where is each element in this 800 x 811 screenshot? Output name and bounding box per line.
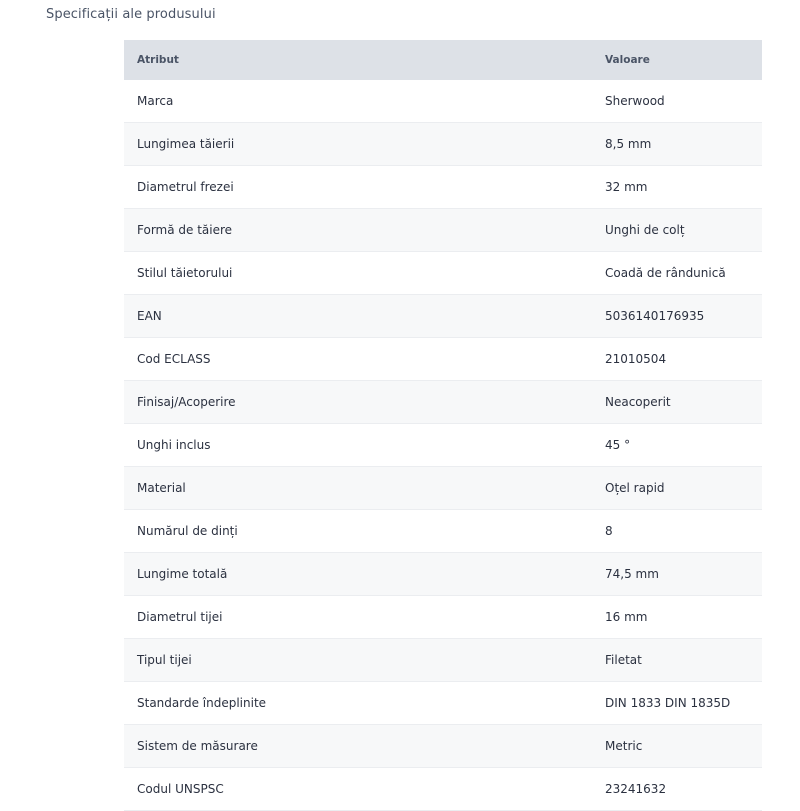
table-row [124, 338, 762, 381]
section-title: Specificații ale produsului [46, 7, 216, 22]
value-cell: Neacoperit [605, 395, 671, 409]
value-cell: 16 mm [605, 610, 648, 624]
attribute-cell: Standarde îndeplinite [137, 696, 267, 710]
value-cell: Sherwood [605, 94, 665, 108]
attribute-cell: Formă de tăiere [137, 223, 233, 237]
value-cell: Unghi de colț [605, 223, 685, 237]
attribute-cell: Lungime totală [137, 567, 228, 581]
table-row [124, 467, 762, 510]
value-cell: Metric [605, 739, 643, 753]
attribute-cell: Finisaj/Acoperire [137, 395, 236, 409]
table-row [124, 596, 762, 639]
value-cell: 21010504 [605, 352, 667, 366]
value-cell: DIN 1833 DIN 1835D [605, 696, 731, 710]
table-row [124, 252, 762, 295]
table-row [124, 510, 762, 553]
attribute-cell: Lungimea tăierii [137, 137, 235, 151]
table-row [124, 768, 762, 811]
value-cell: 5036140176935 [605, 309, 705, 323]
value-cell: 74,5 mm [605, 567, 659, 581]
specifications-table [124, 40, 762, 811]
value-cell: 32 mm [605, 180, 648, 194]
attribute-cell: Material [137, 481, 186, 495]
attribute-cell: Cod ECLASS [137, 352, 211, 366]
table-row [124, 295, 762, 338]
table-body [124, 80, 762, 811]
table-header [124, 40, 762, 80]
table-row [124, 639, 762, 682]
value-cell: Oțel rapid [605, 481, 665, 495]
value-cell: 8 [605, 524, 613, 538]
attribute-cell: EAN [137, 309, 162, 323]
table-row [124, 209, 762, 252]
attribute-cell: Codul UNSPSC [137, 782, 224, 796]
value-cell: Coadă de rândunică [605, 266, 726, 280]
value-cell: 23241632 [605, 782, 667, 796]
table-row [124, 725, 762, 768]
table-row [124, 424, 762, 467]
attribute-cell: Marca [137, 94, 174, 108]
attribute-cell: Diametrul tijei [137, 610, 223, 624]
attribute-cell: Tipul tijei [137, 653, 192, 667]
attribute-cell: Stilul tăietorului [137, 266, 233, 280]
value-cell: 8,5 mm [605, 137, 652, 151]
table-row [124, 553, 762, 596]
value-cell: 45 ° [605, 438, 631, 452]
value-cell: Filetat [605, 653, 642, 667]
attribute-cell: Numărul de dinți [137, 524, 238, 538]
table-row [124, 682, 762, 725]
table-row [124, 166, 762, 209]
table-row [124, 381, 762, 424]
header-attribute: Atribut [137, 54, 179, 66]
table-row [124, 123, 762, 166]
attribute-cell: Sistem de măsurare [137, 739, 258, 753]
attribute-cell: Diametrul frezei [137, 180, 234, 194]
header-value: Valoare [605, 54, 650, 66]
table-row [124, 80, 762, 123]
attribute-cell: Unghi inclus [137, 438, 211, 452]
